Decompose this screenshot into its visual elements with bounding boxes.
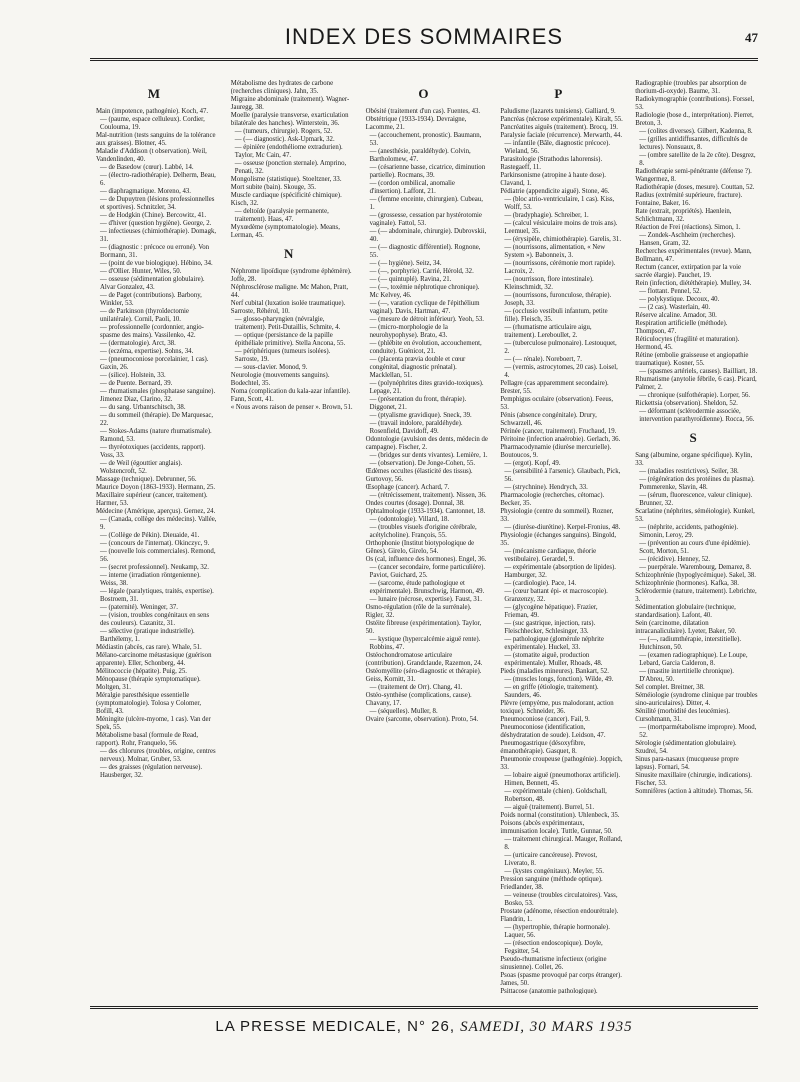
index-entry: — (—, porphyrie). Carrié, Hérold, 32.: [369, 268, 474, 275]
index-entry: Sclérodermie (nature, traitement). Lebrichte, 3.: [635, 588, 757, 603]
index-entry: — en griffe (étiologie, traitement). Saunders, 46.: [504, 684, 599, 699]
index-entry: — (mesure de détroit inférieur). Yeoh, 53.: [369, 316, 484, 323]
index-entry: Mélitococcie (hépatite). Puig, 25.: [96, 668, 187, 675]
index-entry: — (cordon ombilical, anomalie d'insertion). Laffont, 21.: [369, 180, 455, 195]
index-entry: — de Hodgkin (Chine). Bercowitz, 41.: [100, 212, 207, 219]
index-entry: Radiographie (troubles par absorption de thorium-di-oxyde). Baume, 31.: [635, 80, 747, 95]
index-entry: Parkinsonisme (atropine à haute dose). Clavand, 1.: [500, 172, 606, 187]
index-entry: — (tumeurs, chirurgie). Rogers, 52.: [234, 128, 333, 135]
index-entry: — infectieuses (chimiothérapie). Domagk, 31.: [100, 228, 217, 243]
index-entry: — (odontologie). Villard, 18.: [369, 516, 450, 523]
index-entry: — (— diagnostic différentiel). Rognone, 55.: [369, 244, 481, 259]
index-entry: — traitement chirurgical. Mauger, Rolland, 8.: [504, 836, 623, 851]
index-entry: Somnifères (action à altitude). Thomas, 56.: [635, 788, 753, 795]
index-entry: Pharmacologie (recherches, cétomac). Becker, 35.: [500, 492, 605, 507]
index-entry: Sel complet. Breitner, 38.: [635, 684, 705, 691]
index-entry: Plèvre (empyème, pus malodorant, action toxique). Schneider, 36.: [500, 700, 614, 715]
index-entry: — (récidive). Henney, 52.: [639, 556, 711, 563]
index-entry: Muscle cardiaque (spécificité chimique). Kisch, 32.: [230, 192, 342, 207]
index-entry: — (ptyalisme gravidique). Sneck, 39.: [369, 412, 472, 419]
index-entry: Radius (extrémité supérieure, fracture). Fontaine, Baker, 16.: [635, 192, 743, 207]
index-entry: — (paternité). Weninger, 37.: [100, 604, 178, 611]
index-entry: Sang (albumine, organe spécifique). Kylin, 33.: [635, 452, 753, 467]
index-entry: — (ergot). Kopf, 49.: [504, 460, 561, 467]
index-entry: Radiothérapie (doses, mesure). Couttan, 52.: [635, 184, 755, 191]
index-entry: — (glycogène hépatique). Frazier, Frieman, 49.: [504, 604, 598, 619]
index-entry: — (polynéphrites dites gravido-toxiques). Lepage, 21.: [369, 380, 484, 395]
index-entry: Œsophage (cancer). Achard, 7.: [365, 484, 450, 491]
index-entry: — de Parkinson (thyroïdectomie unilatérale). Cornil, Paoli, 10.: [100, 308, 189, 323]
index-entry: — d'Ollier. Hunter, Wiles, 50.: [100, 268, 182, 275]
index-entry: Nerf cubital (luxation isolée traumatique). Sarroste, Réhérol, 10.: [230, 300, 346, 315]
index-entry: Radiologie (bose d., interprétation). Pierret, Breton, 3.: [635, 112, 754, 127]
index-entry: — (bridges sur dents vivantes). Lemière, 1.: [369, 452, 488, 459]
index-entry: — (— rénale). Noreboert, 7.: [504, 356, 582, 363]
index-column: [90, 80, 219, 994]
index-entry: Sédimentation globulaire (technique, standardisation). Lafont, 40.: [635, 604, 736, 619]
index-entry: Mort subite (bain). Skouge, 35.: [230, 184, 316, 191]
index-entry: — (bradyphagie). Schreiber, 1.: [504, 212, 589, 219]
index-entry: Métabolisme basal (formule de Read, rapport). Rohr, Franquelo, 56.: [96, 732, 199, 747]
index-entry: Migraine abdominale (traitement). Wagner-Jauregg, 38.: [230, 96, 350, 111]
section-letter: O: [418, 86, 430, 101]
index-entry: — (cancer secondaire, forme particulière). Paviot, Guichard, 25.: [369, 564, 486, 579]
index-entry: — deltoïde (paralysie permanente, traitement). Haas, 47.: [234, 208, 329, 223]
index-entry: Ondes courtes (dosage). Donnal, 38.: [365, 500, 465, 507]
index-entry: — (observation). De Jonge-Cohen, 55.: [369, 460, 476, 467]
index-entry: Sinus para-nasaux (mucqueuse propre lapsus). Fornari, 54.: [635, 756, 739, 771]
index-entry: — thyréotoxiques (accidents, rapport). Voss, 33.: [100, 444, 206, 459]
index-entry: — (—, varation cyclique de l'épithélium vaginal). Davis, Hartman, 47.: [369, 300, 480, 315]
index-entry: Pédiatrie (appendicite aiguë). Stone, 46.: [500, 188, 610, 195]
index-entry: — du sommeil (thérapie). De Marquesac, 22.: [100, 412, 214, 427]
header-rule: [90, 58, 758, 61]
index-entry: Pneumonie croupeuse (pathogénie). Joppich, 33.: [500, 756, 623, 771]
index-entry: Orthophonie (Institut biotypologique de Gênes). Girelo, Girelo, 54.: [365, 540, 475, 555]
index-entry: Rétine (embolie graisseuse et angiopathie traumatique). Kosner, 55.: [635, 352, 749, 367]
index-entry: Mongolisme (statistique). Stoeltzner, 33.: [230, 176, 342, 183]
index-entry: « Nous avons raison de penser ». Brown, 51.: [230, 404, 353, 411]
index-entry: Néphrosclérose maligne. Mc Mahon, Pratt, 44.: [230, 284, 349, 299]
index-entry: — (femme enceinte, chirurgien). Cubeau, 1.: [369, 196, 483, 211]
index-entry: Main (impotence, pathogénie). Koch, 47.: [96, 108, 209, 115]
index-entry: — expérimentale (absorption de lipides). Hamburger, 32.: [504, 564, 616, 579]
index-entry: — (vermis, astrocytomes, 20 cas). Loisel, 4.: [504, 364, 618, 379]
index-entry: Osmo-régulation (rôle de la surrénale). Rigler, 32.: [365, 604, 472, 619]
section-letter: N: [284, 246, 295, 261]
index-entry: — légale (paralytiques, traités, expertise). Bostroem, 31.: [100, 588, 214, 603]
index-entry: Poisons (abcès expérimentaux, immunisation locale). Tuttle, Gunnar, 50.: [500, 820, 613, 835]
index-entry: — professionnelle (cordonnier, angio-spasme des mains). Vassilenko, 42.: [100, 324, 204, 339]
index-entry: — (eczéma, expertise). Sohns, 34.: [100, 348, 194, 355]
index-entry: — (spasmes artériels, causes). Bailliart, 18.: [639, 368, 758, 375]
index-entry: Pression sanguine (méthode optique). Friedlander, 38.: [500, 876, 603, 891]
index-entry: — lobaire aiguë (pneumothorax artificiel). Himen, Bennett, 45.: [504, 772, 621, 787]
index-entry: Myxœdème (symptomatologie). Means, Lerman, 45.: [230, 224, 340, 239]
index-entry: Radiothérapie semi-pénétrante (défense ?). Wangermez, 8.: [635, 168, 752, 183]
index-entry: — (tuberculose pulmonaire). Lestouquet, 2.: [504, 340, 617, 355]
index-entry: — (maladies restrictives). Seiler, 38.: [639, 468, 739, 475]
index-entry: — (rétrécissement, traitement). Nissen, 36.: [369, 492, 487, 499]
index-entry: Métabolisme des hydrates de carbone (recherches cliniques). Jahn, 35.: [230, 80, 334, 95]
index-entry: — (néphrite, accidents, pathogénie). Simonin, Leroy, 29.: [639, 524, 739, 539]
index-entry: Ovaire (sarcome, observation). Proto, 54.: [365, 716, 479, 723]
index-entry: — chronique (sulfothérapie). Lorper, 56.: [639, 392, 751, 399]
index-entry: — d'hiver (question hygiène). George, 2.: [100, 220, 212, 227]
index-entry: Ostéochondromatose articulaire (contribution). Grandclaude, Razemon, 24.: [365, 652, 483, 667]
index-entry: — (nourrissons, cérémonie mort rapide). Lacroix, 2.: [504, 260, 616, 275]
footer-journal: LA PRESSE MEDICALE: [215, 1018, 397, 1035]
footer-date: SAMEDI, 30 MARS 1935: [460, 1019, 633, 1035]
index-entry: — (calcul vésiculaire moins de trois ans). Leemuel, 35.: [504, 220, 618, 235]
index-entry: — de Weil (égouttier anglais). Wolstencroft, 52.: [100, 460, 183, 475]
index-entry: — aiguë (traitement). Burrel, 51.: [504, 804, 595, 811]
index-entry: — (nourrissons, alimentation, « New System »). Babonneix, 3.: [504, 244, 606, 259]
index-entry: Sein (carcinome, dilatation intracanaliculaire). Lyeter, Baker, 50.: [635, 620, 737, 635]
index-entry: — (strychnine). Hendrych, 33.: [504, 484, 588, 491]
index-entry: Pharmacodynamie (diurèse mercurielle). Boutoucos, 9.: [500, 444, 612, 459]
index-entry: — (rhumatisme articulaire aigu, traitement). Lereboullet, 2.: [504, 324, 592, 339]
index-entry: — infantile (Bâle, diagnostic précoce). Wieland, 56.: [504, 140, 611, 155]
index-entry: Poids normal (constitution). Uhlenbeck, 35.: [500, 812, 620, 819]
index-entry: Scarlatine (néphrites, séméiologie). Kunkel, 53.: [635, 508, 755, 523]
index-column: [494, 80, 623, 994]
index-entry: Médiastin (abcès, cas rare). Whale, 51.: [96, 644, 202, 651]
index-entry: — (régénération des protéines du plasma). Pommerenke, Slavin, 48.: [639, 476, 755, 491]
index-entry: — optique (persistance de la papille épithéliale primitive). Stella Ancona, 55.: [234, 332, 346, 347]
index-entry: Parasitologie (Strathodus lahorensis). Rastegaeff, 11.: [500, 156, 603, 171]
index-entry: — (silice). Holstein, 33.: [100, 372, 166, 379]
index-entry: — (sarcome, étude pathologique et expérimentale). Brunschwig, Harmon, 49.: [369, 580, 485, 595]
footer-issue: N° 26: [407, 1018, 450, 1035]
index-entry: Rein (infection, diététhérapie). Mulley, 34.: [635, 280, 752, 287]
index-entry: — (pneumoconiose porcelainier, 1 cas). Gaxin, 26.: [100, 356, 209, 371]
index-entry: Maxillaire supérieur (cancer, traitement). Harmer, 53.: [96, 492, 208, 507]
index-entry: — (— abdominale, chirurgie). Dubrovskii, 40.: [369, 228, 487, 243]
page-header: [90, 24, 758, 54]
index-entry: Pancréas (nécrose expérimentale). Kiralt, 55.: [500, 116, 623, 123]
index-entry: Pseudo-rhumatisme infectieux (origine sinusienne). Collet, 26.: [500, 956, 607, 971]
index-entry: — (stomatite aiguë, production expérimentale). Muller, Rhoads, 48.: [504, 652, 603, 667]
index-entry: Réticulocytes (fragilité et maturation). Hermond, 45.: [635, 336, 740, 351]
index-entry: Physiologie (échanges sanguins). Bingold, 35.: [500, 532, 617, 547]
index-entry: Réserve alcaline. Amador, 30.: [635, 312, 717, 319]
index-entry: — (mécanisme cardiaque, théorie vestibulaire). Gerardel, 9.: [504, 548, 597, 563]
index-entry: — (accouchement, pronostic). Baumann, 53.: [369, 132, 482, 147]
index-entry: — (troubles visuels d'origine cérébrale, acétylcholine). François, 55.: [369, 524, 477, 539]
index-entry: — osseuse (sédimentation globulaire). Alvar Gonzalez, 43.: [100, 276, 205, 291]
index-entry: Moelle (paralysie transverse, exarticulation bilatérale des hanches). Winterstein, 36.: [230, 112, 349, 127]
index-entry: — (secret professionnel). Neukamp, 32.: [100, 564, 209, 571]
index-entry: — (— diagnostic). Ask-Upmark, 32.: [234, 136, 335, 143]
index-column: [360, 80, 489, 994]
index-entry: — (concours de l'internat). Okinczyc, 9.: [100, 540, 210, 547]
index-entry: — flottant. Pennel, 52.: [639, 288, 702, 295]
index-entry: — (muscles longs, fonction). Wilde, 49.: [504, 676, 614, 683]
index-entry: Paludisme (lazarets tunisiens). Galliard, 9.: [500, 108, 616, 115]
index-entry: — (prévention au cours d'une épidémie). Scott, Morton, 51.: [639, 540, 751, 555]
index-entry: — (Collège de Pékin). Dieuaide, 41.: [100, 532, 200, 539]
index-entry: — déformant (sclérodermie associée, intervention parathyroïdienne). Rocca, 56.: [639, 408, 755, 423]
index-entry: Mélano-carcinome métastasique (guérison apparente). Eller, Schonberg, 44.: [96, 652, 212, 667]
index-entry: Pénis (absence congénitale). Drury, Schwarzell, 46.: [500, 412, 597, 427]
index-entry: Ostéite fibreuse (expérimentation). Taylor, 50.: [365, 620, 482, 635]
index-entry: Schizophrénie (hypoglycémique). Sakel, 38.: [635, 572, 756, 579]
index-entry: Rate (extrait, propriétés). Haenlein, Schlichtmann, 32.: [635, 208, 732, 223]
index-entry: — Zondek-Aschheim (recherches). Hansen, Gram, 32.: [639, 232, 736, 247]
section-letter: M: [147, 86, 162, 101]
index-entry: Rhumatisme (anytolie fébrile, 6 cas). Picard, Palmer, 2.: [635, 376, 757, 391]
index-entry: Massage (technique). Debrunner, 56.: [96, 476, 197, 483]
index-entry: Péritoine (infection anaérobie). Gerlach, 36.: [500, 436, 621, 443]
index-entry: Méralgie paresthésique essentielle (symptomatologie). Tolosa y Colomer, Bofill, 43.: [96, 692, 202, 715]
index-entry: — (bloc atrio-ventriculaire, 1 cas). Kiss, Wolff, 53.: [504, 196, 615, 211]
index-entry: Noma (complication du kala-azar infantile). Fann, Scott, 41.: [230, 388, 351, 403]
index-entry: — (ombre satellite de la 2e côte). Desgrez, 8.: [639, 152, 756, 167]
index-entry: — (cardiologie). Pace, 14.: [504, 580, 577, 587]
index-entry: Physiologie (centre du sommeil). Rozner, 33.: [500, 508, 614, 523]
index-entry: — épinière (endothéliome extradurien). Taylor, Mc Cain, 47.: [234, 144, 343, 159]
index-entry: — sélective (pratique industrielle). Barthélemy, 1.: [100, 628, 195, 643]
index-entry: — (travail indolore, paraldéhyde). Rosenfield, Davidoff, 49.: [369, 420, 463, 435]
index-entry: Recherches expérimentales (revue). Mann, Bollmann, 47.: [635, 248, 752, 263]
index-entry: Rickettsia (observation). Sheldon, 52.: [635, 400, 738, 407]
index-entry: — de Puente. Bernard, 39.: [100, 380, 173, 387]
index-entry: Néphrome lipoïdique (syndrome éphémère). Joffe, 28.: [230, 268, 352, 283]
index-entry: Pneumoconiose (identification, déshydratation de soude). Leidson, 47.: [500, 724, 606, 739]
index-entry: — des graisses (régulation nerveuse). Hausberger, 32.: [100, 764, 203, 779]
index-entry: — (sérum, fluorescence, valeur clinique). Brunner, 32.: [639, 492, 753, 507]
index-entry: — (grossesse, cessation par hystérotomie vaginale). Fattol, 53.: [369, 212, 482, 227]
index-entry: Sérologie (sédimentation globulaire). Szudrei, 54.: [635, 740, 737, 755]
index-entry: Os (cal, influence des hormones). Engel, 36.: [365, 556, 487, 563]
index-entry: — (phlébite en évolution, accouchement, conduite). Guénicot, 21.: [369, 340, 482, 355]
index-column: [225, 80, 354, 994]
index-entry: Obstétrique (1933-1934). Devraigne, Lacomme, 21.: [365, 116, 467, 131]
index-entry: — (traitement de Orr). Chang, 41.: [369, 684, 463, 691]
index-entry: — (colites diverses). Gilbert, Kadenna, 8.: [639, 128, 753, 135]
index-entry: — veineuse (troubles circulatoires). Vass, Bosko, 53.: [504, 892, 618, 907]
index-entry: — (présentation du front, thérapie). Diggonet, 21.: [369, 396, 467, 411]
footer-rule: [90, 1006, 758, 1009]
index-entry: — (séquelles). Muller, 8.: [369, 708, 438, 715]
index-entry: — (érysipèle, chimiothérapie). Garelis, 31.: [504, 236, 622, 243]
index-entry: — kystique (hypercalcémie aiguë rente). Robbins, 47.: [369, 636, 481, 651]
index-entry: Psittacose (anatomie pathologique).: [500, 988, 598, 994]
section-letter: S: [689, 430, 698, 445]
index-entry: — diaphragmatique. Moreno, 43.: [100, 188, 191, 195]
index-entry: Radiokymographie (contributions). Forssel, 53.: [635, 96, 755, 111]
index-entry: — (placenta prævia double et cœur congénital, diagnostic prénatal). Macklellan, 51.: [369, 356, 466, 379]
index-entry: — (sensibilité à l'arsenic). Glaubach, Pick, 56.: [504, 468, 621, 483]
index-entry: Pancréatites aiguës (traitement). Brocq, 19.: [500, 124, 618, 131]
index-entry: — du sang. Urbantschitsch, 38.: [100, 404, 186, 411]
index-entry: Sénilité (morbidité des leucémies). Cursohmann, 31.: [635, 708, 730, 723]
index-entry: Paralysie faciale (récurrence). Merwarth, 44.: [500, 132, 623, 139]
index-column: [629, 80, 758, 994]
index-entry: — (— quintuplé). Ravina, 21.: [369, 276, 452, 283]
index-entry: — sous-clavier. Monod, 9.: [234, 364, 308, 371]
index-entry: — (nouvelle lois commerciales). Remond, 56.: [100, 548, 216, 563]
index-entry: Œdèmes occultes (élasticité des tissus). Gurtovoy, 56.: [365, 468, 473, 483]
index-entry: — (— hygiène). Seitz, 34.: [369, 260, 442, 267]
index-entry: — polykystique. Decoux, 40.: [639, 296, 720, 303]
index-entry: — de Basedow (cœur). Labbé, 14.: [100, 164, 194, 171]
index-entry: — (diagnostic : précoce ou erroné). Von Bormann, 31.: [100, 244, 210, 259]
index-entry: — de Dupuytren (lésions professionnelles et sportives). Schnitzler, 34.: [100, 196, 215, 211]
index-entry: Médecine (Amérique, aperçus). Gernez, 24.: [96, 508, 216, 515]
index-entry: Respiration artificielle (méthode). Thompson, 47.: [635, 320, 728, 335]
section-letter: P: [554, 86, 564, 101]
index-entry: — rhumatismales (phosphatase sanguine). Jimenez Diaz, Clarino, 32.: [100, 388, 216, 403]
index-entry: — (Canada, collège des médecins). Vallée, 9.: [100, 516, 217, 531]
index-entry: Rectum (cancer, extirpation par la voie sacrée élargie). Pauchet, 19.: [635, 264, 741, 279]
index-entry: Neurologie (mouvements sanguins). Bodechtel, 35.: [230, 372, 330, 387]
index-entry: — (2 cas). Wasterlain, 40.: [639, 304, 711, 311]
index-entry: — (cœur battant épi- et macroscopie). Granzenzy, 32.: [504, 588, 608, 603]
index-entry: — périphériques (tumeurs isolées). Sarroste, 19.: [234, 348, 331, 363]
page-number: 47: [745, 30, 758, 45]
index-entry: — (paume, espace celluleux). Cordier, Coulouma, 19.: [100, 116, 205, 131]
index-entry: — pathologique (glomérule néphrite expérimentale). Huckel, 33.: [504, 636, 604, 651]
index-entry: — (grilles antidiffusantes, difficultés de lectures). Nonsuaux, 8.: [639, 136, 748, 151]
index-entry: Mal-nutrition (tests sanguins de la tolérance aux graisses). Blotner, 45.: [96, 132, 216, 147]
index-entry: — (mortparmétabolisme impropre). Mood, 52.: [639, 724, 757, 739]
index-entry: Méningite (ulcère-myome, 1 cas). Van der Spek, 55.: [96, 716, 211, 731]
index-entry: Séméiologie (syndrome clinique par troubles sino-auriculaires). Ditter, 4.: [635, 692, 758, 707]
index-entry: — (dermatologie). Arct, 38.: [100, 340, 176, 347]
index-entry: Maladie d'Addison (t observation). Weil, Vandenlinden, 40.: [96, 148, 207, 163]
index-entry: Sinusite maxillaire (chirurgie, indications). Fischer, 53.: [635, 772, 752, 787]
index-entry: — des chlorures (troubles, origine, centres nerveux). Molnar, Gruber, 53.: [100, 748, 216, 763]
index-entry: Ophtalmologie (1933-1934). Cantonnet, 18.: [365, 508, 486, 515]
index-entry: Pemphigus oculaire (observation). Feeus, 53.: [500, 396, 614, 411]
index-entry: — lunaire (nécrose, expertise). Faust, 31.: [369, 596, 482, 603]
index-entry: — Stokes-Adams (nature rhumatismale). Ramond, 53.: [100, 428, 212, 443]
index-entry: Schizophrénie (hormones). Kafka, 38.: [635, 580, 739, 587]
index-entry: Obésité (traitement d'un cas). Fuentes, 43.: [365, 108, 481, 115]
index-entry: — (point de vue biologique). Hébino, 34.: [100, 260, 213, 267]
index-entry: Ménopause (thérapie symptomatique). Moltgen, 31.: [96, 676, 201, 691]
index-entry: Pneumogastrique (désoxyfibre, émanothérapie). Gasquet, 8.: [500, 740, 586, 755]
index-entry: — puerpérale. Warembourg, Demarez, 8.: [639, 564, 752, 571]
index-entry: Réaction de Frei (réactions). Simon, 1.: [635, 224, 741, 231]
index-entry: Odontologie (avulsion des dents, médecin de campagne). Fischer, 2.: [365, 436, 488, 451]
index-entry: — (nourrissons, furonculose, thérapie). Joseph, 33.: [504, 292, 612, 307]
index-entry: — (—, toxémie néphrotique chronique). Mc Kelvey, 46.: [369, 284, 480, 299]
index-entry: — (occlusio vestibuli infantum, petite fille). Fleisch, 35.: [504, 308, 608, 323]
index-entry: — (—, radiumthérapie, interstitielle). Hutchinson, 50.: [639, 636, 742, 651]
index-entry: Maurice Doyon (1863-1933). Hermann, 25.: [96, 484, 216, 491]
page-footer: LA PRESSE MEDICALE, N° 26, SAMEDI, 30 MARS 1935: [215, 1018, 633, 1035]
index-entry: Périnée (cancer, traitement). Fruchaud, 19.: [500, 428, 617, 435]
index-columns: [90, 80, 758, 994]
index-entry: Psoas (spasme provoqué par corps étranger). James, 50.: [500, 972, 622, 987]
index-entry: Pieds (maladies mineures). Bankart, 52.: [500, 668, 609, 675]
index-entry: — interne (irradiation röntgenienne). Weiss, 38.: [100, 572, 201, 587]
index-entry: — (mastite intertitielle chronique). D'Abreu, 50.: [639, 668, 734, 683]
index-entry: — (nourrisson, flore intestinale). Kleinschmidt, 32.: [504, 276, 594, 291]
index-entry: — expérimentale (chien). Goldschall, Robertson, 48.: [504, 788, 607, 803]
index-entry: — osseuse (ponction sternale). Amprino, Penati, 32.: [234, 160, 347, 175]
index-entry: — (examen radiographique). Le Loupe, Lebard, Garcia Calderon, 8.: [639, 652, 748, 667]
index-entry: Prostate (adénome, résection endourétrale). Flandrin, 1.: [500, 908, 619, 923]
index-entry: — glosso-pharyngien (névralgie, traitement). Petit-Dutaillis, Schmite, 4.: [234, 316, 341, 331]
index-entry: — (suc gastrique, injection, rats). Fleischhecker, Schlesinger, 33.: [504, 620, 596, 635]
index-entry: — (hypertrophie, thérapie hormonale). Laquer, 56.: [504, 924, 610, 939]
index-entry: — de Paget (contributions). Barbony, Winkler, 53.: [100, 292, 202, 307]
index-entry: — (anesthésie, paraldéhyde). Colvin, Bartholomew, 47.: [369, 148, 471, 163]
index-entry: — (diurèse-diurétine). Kerpel-Fronius, 48.: [504, 524, 621, 531]
index-entry: Ostéomyélite (séro-diagnostic et thérapie). Geiss, Kornitt, 31.: [365, 668, 482, 683]
index-entry: — (résection endoscopique). Doyle, Fegsitter, 54.: [504, 940, 603, 955]
page-title: INDEX DES SOMMAIRES: [284, 24, 564, 49]
index-entry: Pellagre (cas apparemment secondaire). Brester, 55.: [500, 380, 609, 395]
index-entry: — (électro-radiothérapie). Delherm, Beau, 6.: [100, 172, 216, 187]
index-entry: Pneumoconiose (cancer). Fail, 9.: [500, 716, 590, 723]
index-entry: — (micro-morphologie de la neurohypophyse). Brato, 43.: [369, 324, 448, 339]
index-entry: — (vision, troubles congénitaux en sens des couleurs). Cazanitz, 31.: [100, 612, 210, 627]
index-entry: — (césarienne basse, cicatrice, diminution partielle). Rocmans, 39.: [369, 164, 486, 179]
index-entry: Ostéo-synthèse (complications, cause). Chavany, 17.: [365, 692, 472, 707]
index-entry: — (urticaire cancéreuse). Prevost, Liverato, 8.: [504, 852, 598, 867]
index-entry: — (kystes congénitaux). Meyler, 55.: [504, 868, 604, 875]
